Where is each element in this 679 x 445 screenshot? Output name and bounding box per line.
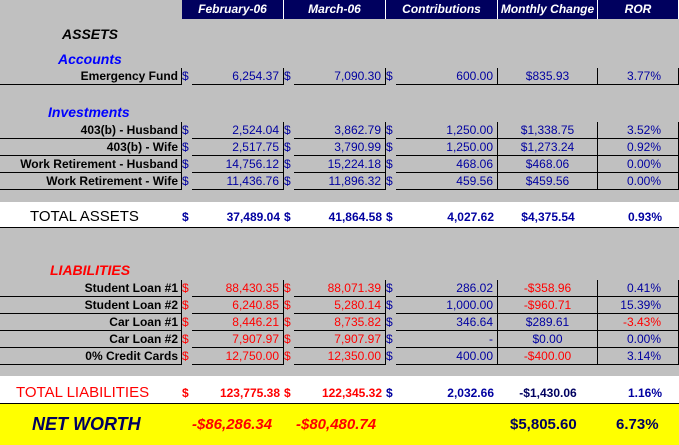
ror-value[interactable]: 0.92% [598, 139, 679, 156]
change-value[interactable]: $459.56 [498, 173, 598, 190]
table-row[interactable] [0, 139, 679, 156]
row-label: Work Retirement - Wife [0, 173, 182, 190]
dollar-sign: $ [182, 349, 189, 363]
table-row[interactable] [0, 297, 679, 314]
ror-value[interactable]: 3.77% [598, 68, 679, 85]
dollar-sign: $ [182, 140, 189, 154]
header-ror[interactable]: ROR [598, 0, 679, 19]
contrib-value[interactable]: 286.02 [396, 280, 498, 297]
total-liab-feb[interactable]: 123,775.38 [219, 386, 280, 400]
dollar-sign: $ [284, 210, 291, 224]
dollar-sign: $ [284, 298, 291, 312]
dollar-sign: $ [386, 281, 393, 295]
dollar-sign: $ [386, 315, 393, 329]
header-contributions[interactable]: Contributions [386, 0, 498, 19]
feb-value[interactable]: 11,436.76 [192, 173, 284, 190]
mar-value[interactable]: 5,280.14 [294, 297, 386, 314]
contrib-value[interactable]: 459.56 [396, 173, 498, 190]
table-row[interactable] [0, 156, 679, 173]
row-label: Work Retirement - Husband [0, 156, 182, 173]
ror-value[interactable]: 0.00% [598, 173, 679, 190]
total-liab-ror[interactable]: 1.16% [627, 386, 662, 400]
feb-value[interactable]: 2,517.75 [192, 139, 284, 156]
mar-value[interactable]: 7,907.97 [294, 331, 386, 348]
header-row [0, 0, 679, 19]
total-liab-change[interactable]: -$1,430.06 [519, 386, 577, 400]
dollar-sign: $ [386, 174, 393, 188]
total-liabilities-label: TOTAL LIABILITIES [16, 384, 150, 401]
dollar-sign: $ [182, 298, 189, 312]
ror-value[interactable]: 3.52% [598, 122, 679, 139]
net-worth-mar[interactable]: -$80,480.74 [296, 416, 377, 433]
dollar-sign: $ [284, 332, 291, 346]
total-mar[interactable]: 41,864.58 [328, 210, 382, 224]
ror-value[interactable]: 0.00% [598, 331, 679, 348]
dollar-sign: $ [284, 349, 291, 363]
ror-value[interactable]: 0.41% [598, 280, 679, 297]
dollar-sign: $ [386, 140, 393, 154]
dollar-sign: $ [386, 332, 393, 346]
ror-value[interactable]: -3.43% [598, 314, 679, 331]
dollar-sign: $ [284, 123, 291, 137]
total-feb[interactable]: 37,489.04 [226, 210, 280, 224]
net-worth-label: NET WORTH [32, 414, 141, 434]
total-assets-row[interactable] [0, 206, 679, 228]
liabilities-title: LIABILITIES [50, 262, 131, 278]
total-contrib[interactable]: 4,027.62 [447, 210, 494, 224]
ror-value[interactable]: 3.14% [598, 348, 679, 365]
dollar-sign: $ [284, 281, 291, 295]
accounts-label: Accounts [58, 51, 122, 67]
table-row[interactable] [0, 348, 679, 365]
row-label: Student Loan #1 [0, 280, 182, 297]
mar-value[interactable]: 7,090.30 [294, 68, 386, 85]
dollar-sign: $ [284, 174, 291, 188]
dollar-sign: $ [182, 315, 189, 329]
change-value[interactable]: $468.06 [498, 156, 598, 173]
dollar-sign: $ [284, 69, 291, 83]
feb-value[interactable]: 6,240.85 [192, 297, 284, 314]
change-value[interactable]: -$960.71 [498, 297, 598, 314]
dollar-sign: $ [386, 349, 393, 363]
dollar-sign: $ [386, 157, 393, 171]
change-value[interactable]: -$358.96 [498, 280, 598, 297]
net-worth-feb[interactable]: -$86,286.34 [192, 416, 273, 433]
feb-value[interactable]: 8,446.21 [192, 314, 284, 331]
mar-value[interactable]: 15,224.18 [294, 156, 386, 173]
dollar-sign: $ [386, 210, 393, 224]
total-liab-contrib[interactable]: 2,032.66 [447, 386, 494, 400]
header-feb[interactable]: February-06 [182, 0, 284, 19]
dollar-sign: $ [284, 315, 291, 329]
change-value[interactable]: $835.93 [498, 68, 598, 85]
net-worth-ror[interactable]: 6.73% [616, 416, 659, 433]
table-row[interactable] [0, 68, 679, 85]
dollar-sign: $ [386, 123, 393, 137]
contrib-value[interactable]: - [396, 331, 498, 348]
contrib-value[interactable]: 468.06 [396, 156, 498, 173]
mar-value[interactable]: 11,896.32 [294, 173, 386, 190]
ror-value[interactable]: 0.00% [598, 156, 679, 173]
mar-value[interactable]: 12,350.00 [294, 348, 386, 365]
dollar-sign: $ [182, 210, 189, 224]
mar-value[interactable]: 3,790.99 [294, 139, 386, 156]
total-liab-mar[interactable]: 122,345.32 [321, 386, 382, 400]
dollar-sign: $ [182, 157, 189, 171]
dollar-sign: $ [182, 123, 189, 137]
feb-value[interactable]: 6,254.37 [192, 68, 284, 85]
row-label: Car Loan #2 [0, 331, 182, 348]
dollar-sign: $ [182, 281, 189, 295]
dollar-sign: $ [182, 69, 189, 83]
dollar-sign: $ [284, 157, 291, 171]
contrib-value[interactable]: 1,250.00 [396, 139, 498, 156]
ror-value[interactable]: 15.39% [598, 297, 679, 314]
net-worth-change[interactable]: $5,805.60 [510, 416, 577, 433]
dollar-sign: $ [386, 298, 393, 312]
feb-value[interactable]: 12,750.00 [192, 348, 284, 365]
dollar-sign: $ [386, 69, 393, 83]
header-mar[interactable]: March-06 [284, 0, 386, 19]
change-value[interactable]: $1,338.75 [498, 122, 598, 139]
total-change[interactable]: $4,375.54 [521, 210, 575, 224]
mar-value[interactable]: 8,735.82 [294, 314, 386, 331]
feb-value[interactable]: 2,524.04 [192, 122, 284, 139]
assets-title: ASSETS [62, 26, 119, 42]
table-row[interactable] [0, 173, 679, 190]
dollar-sign: $ [386, 386, 393, 400]
header-blank [0, 0, 182, 19]
total-assets-label: TOTAL ASSETS [30, 208, 139, 225]
contrib-value[interactable]: 600.00 [396, 68, 498, 85]
investments-label: Investments [48, 104, 130, 120]
contrib-value[interactable]: 400.00 [396, 348, 498, 365]
dollar-sign: $ [182, 174, 189, 188]
change-value[interactable]: -$400.00 [498, 348, 598, 365]
dollar-sign: $ [182, 386, 189, 400]
row-label: Car Loan #1 [0, 314, 182, 331]
contrib-value[interactable]: 346.64 [396, 314, 498, 331]
change-value[interactable]: $0.00 [498, 331, 598, 348]
total-ror[interactable]: 0.93% [627, 210, 662, 224]
row-label: Student Loan #2 [0, 297, 182, 314]
change-value[interactable]: $289.61 [498, 314, 598, 331]
row-label: Emergency Fund [0, 68, 182, 85]
mar-value[interactable]: 3,862.79 [294, 122, 386, 139]
change-value[interactable]: $1,273.24 [498, 139, 598, 156]
feb-value[interactable]: 88,430.35 [192, 280, 284, 297]
contrib-value[interactable]: 1,000.00 [396, 297, 498, 314]
total-liabilities-row[interactable] [0, 382, 679, 404]
dollar-sign: $ [182, 332, 189, 346]
header-monthly-change[interactable]: Monthly Change [498, 0, 598, 19]
feb-value[interactable]: 7,907.97 [192, 331, 284, 348]
contrib-value[interactable]: 1,250.00 [396, 122, 498, 139]
row-label: 403(b) - Wife [0, 139, 182, 156]
row-label: 0% Credit Cards [0, 348, 182, 365]
table-row[interactable] [0, 331, 679, 348]
net-worth-row[interactable] [0, 404, 679, 445]
table-row[interactable] [0, 280, 679, 297]
dollar-sign: $ [284, 140, 291, 154]
dollar-sign: $ [284, 386, 291, 400]
mar-value[interactable]: 88,071.39 [294, 280, 386, 297]
row-label: 403(b) - Husband [0, 122, 182, 139]
table-row[interactable] [0, 314, 679, 331]
table-row[interactable] [0, 122, 679, 139]
feb-value[interactable]: 14,756.12 [192, 156, 284, 173]
